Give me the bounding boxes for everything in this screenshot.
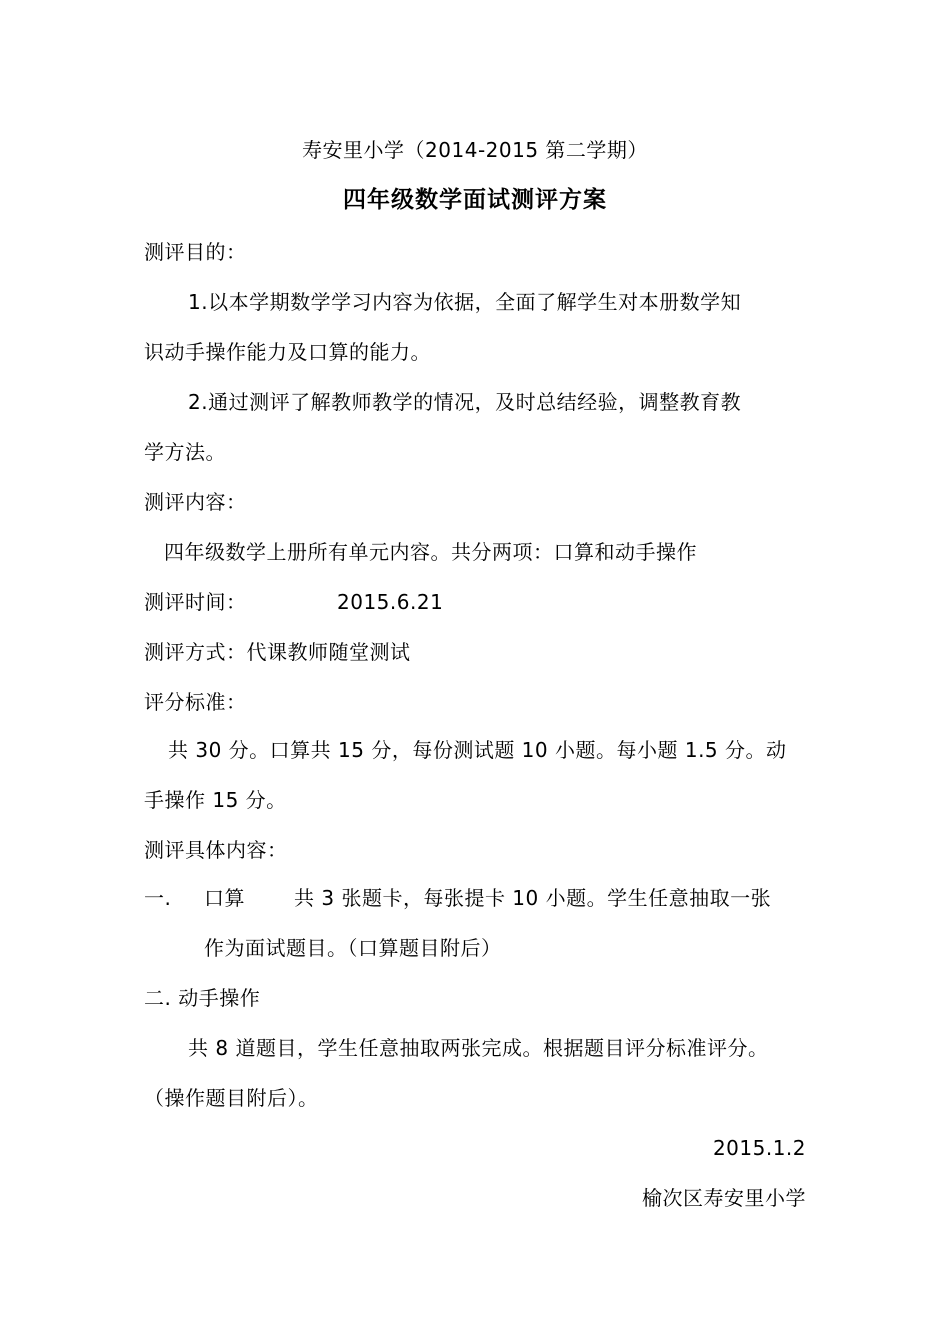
part2-heading: 二. 动手操作 (144, 986, 261, 1010)
part1-marker: 一. (144, 886, 172, 910)
school-term-line: 寿安里小学（2014-2015 第二学期） (302, 138, 648, 162)
document-title: 四年级数学面试测评方案 (343, 187, 607, 213)
scoring-line2: 手操作 15 分。 (144, 788, 287, 812)
time-label: 测评时间： (144, 590, 247, 614)
scoring-heading: 评分标准： (144, 690, 247, 714)
time-value: 2015.6.21 (337, 590, 444, 614)
content-heading: 测评内容： (144, 490, 247, 514)
details-heading: 测评具体内容： (144, 838, 288, 862)
purpose-item1-line1: 1.以本学期数学学习内容为依据，全面了解学生对本册数学知 (188, 290, 742, 314)
content-text: 四年级数学上册所有单元内容。共分两项：口算和动手操作 (164, 540, 697, 564)
part1-line2: 作为面试题目。（口算题目附后） (204, 936, 502, 960)
purpose-item2-line2: 学方法。 (144, 440, 226, 464)
part2-line1: 共 8 道题目，学生任意抽取两张完成。根据题目评分标准评分。 (188, 1036, 769, 1060)
purpose-item1-line2: 识动手操作能力及口算的能力。 (144, 340, 431, 364)
part1-line1: 共 3 张题卡，每张提卡 10 小题。学生任意抽取一张 (294, 886, 772, 910)
part2-line2: （操作题目附后）。 (144, 1086, 319, 1110)
method-text: 测评方式：代课教师随堂测试 (144, 640, 411, 664)
footer-school: 榆次区寿安里小学 (642, 1186, 806, 1210)
part1-name: 口算 (204, 886, 245, 910)
purpose-item2-line1: 2.通过测评了解教师教学的情况，及时总结经验，调整教育教 (188, 390, 742, 414)
purpose-heading: 测评目的： (144, 240, 247, 264)
scoring-line1: 共 30 分。口算共 15 分，每份测试题 10 小题。每小题 1.5 分。动 (168, 738, 787, 762)
footer-date: 2015.1.2 (712, 1136, 806, 1160)
